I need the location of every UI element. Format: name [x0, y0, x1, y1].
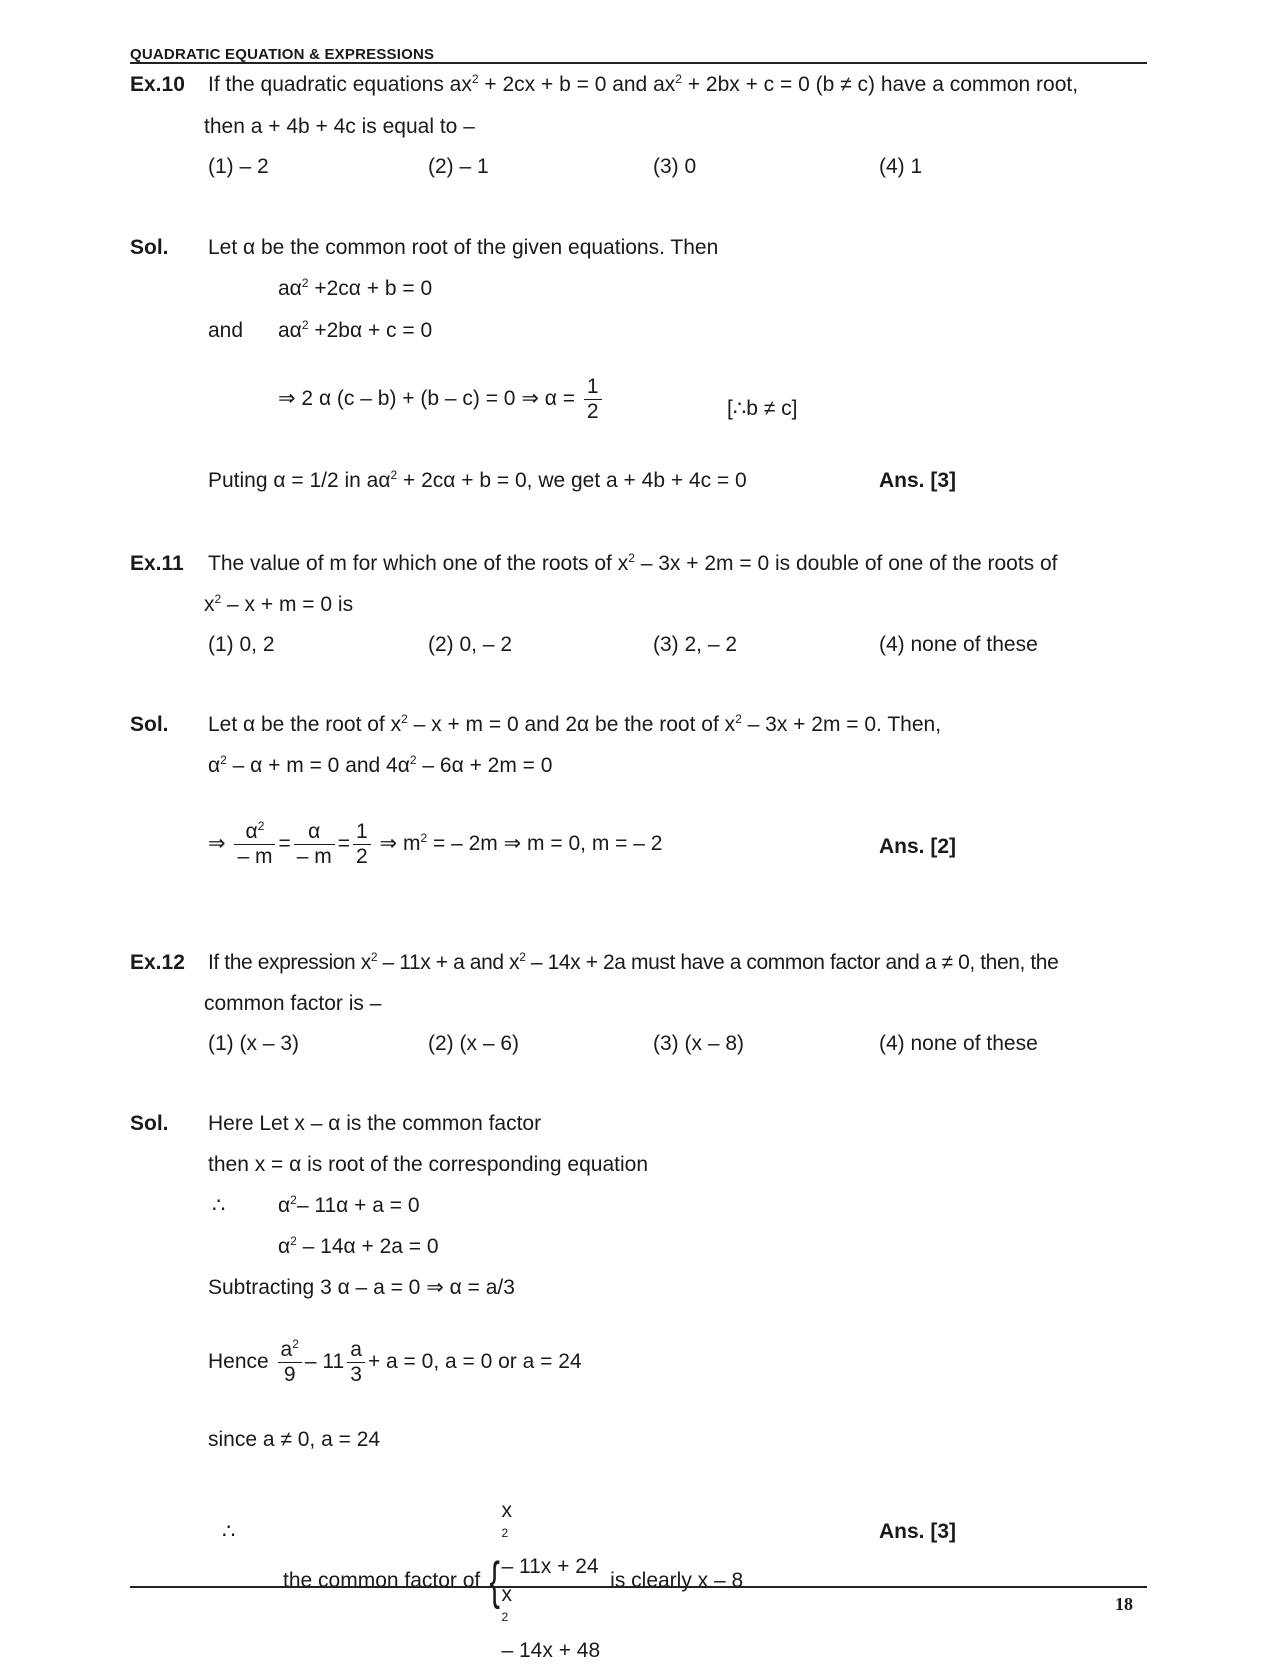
ex12-option-4: (4) none of these [879, 1032, 1038, 1055]
ex12-sol-hence: Hence $\frac{a^2}{9}$ – 11 $\frac{a}{3}$ + a = 0, a = 0 or a = 24 [208, 1337, 582, 1386]
ex10-sol-final: Puting α = 1/2 in $a\alpha^2 + 2c\alpha + b = 0$, we get a + 4b + 4c = 0 [208, 468, 747, 492]
ex10-sol-and: and [208, 319, 244, 342]
ex11-sol-line2: $\alpha^2 - \alpha + m = 0$ and $4\alpha^2 - 6\alpha + 2m = 0$ [208, 753, 553, 777]
ex11-option-2: (2) 0, – 2 [428, 633, 513, 656]
fraction-a-over-3: $\frac{a}{3}$ [347, 1338, 365, 1387]
ex12-sol-line2: then x = α is root of the corresponding equation [208, 1153, 649, 1176]
ex12-sol-subtracting: Subtracting 3 α – a = 0 ⇒ α = a/3 [208, 1276, 515, 1299]
ex10-question-line2: then a + 4b + 4c is equal to – [204, 115, 475, 138]
ex11-option-3: (3) 2, – 2 [653, 633, 738, 656]
ex12-label: Ex.12 [130, 951, 185, 974]
ex11-option-1: (1) 0, 2 [208, 633, 275, 656]
therefore-symbol: ∴ [212, 1194, 226, 1217]
page-number: 18 [1115, 1594, 1133, 1614]
ex11-question-line2: $x^2 - x + m = 0$ is [204, 592, 354, 616]
ex11-label: Ex.11 [130, 552, 184, 575]
ex10-label: Ex.10 [130, 73, 185, 96]
ex12-option-1: (1) (x – 3) [208, 1032, 300, 1055]
footer-rule [130, 1586, 1147, 1588]
ex11-sol-derivation: ⇒ $\frac{\alpha^2}{- m}$ = $\frac{\alpha}{- m}$ = $\frac{1}{2}$ ⇒ $m^2$ = – 2m ⇒ m = 0, m = – 2 [208, 819, 663, 868]
ex10-option-4: (4) 1 [879, 155, 923, 178]
ex10-question-line1: If the quadratic equations $ax^2 + 2cx + b = 0$ and $ax^2 + 2bx + c = 0$ (b ≠ c) have a common root, [208, 72, 1079, 96]
ex10-option-3: (3) 0 [653, 155, 697, 178]
ex10-sol-eq1: $a\alpha^2 +2c\alpha + b = 0$ [278, 276, 433, 300]
ex10-sol-label: Sol. [130, 236, 169, 259]
ex10-sol-line1: Let α be the common root of the given equations. Then [208, 236, 719, 259]
ex11-answer: Ans. [2] [879, 835, 957, 858]
left-brace: { [489, 1552, 501, 1610]
ex11-question-line1: The value of m for which one of the roots of $x^2 - 3x + 2m = 0$ is double of one of the roots of [208, 551, 1058, 575]
ex12-sol-since: since a ≠ 0, a = 24 [208, 1428, 381, 1451]
ex11-sol-label: Sol. [130, 713, 169, 736]
ex12-question-line1: If the expression $x^2 - 11x + a$ and $x^2 - 14x + 2a$ must have a common factor and a ≠ 0, then, the [208, 950, 1059, 974]
ex12-question-line2: common factor is – [204, 992, 382, 1015]
ex12-sol-conclusion: the common factor of { x $^2$ – 11x + 24 x $^2$ – 14x + 48 is clearly x – 8 [283, 1497, 743, 1665]
fraction-alpha-over-neg-m: $\frac{\alpha}{- m}$ [294, 820, 335, 869]
ex12-sol-eq2: $\alpha^2 - 14\alpha + 2a = 0$ [278, 1234, 439, 1258]
ex12-sol-eq1: $\alpha^2-$ 11α + a = 0 [278, 1193, 420, 1217]
ex12-sol-line1: Here Let x – α is the common factor [208, 1112, 542, 1135]
fraction-a-sq-over-9: $\frac{a^2}{9}$ [278, 1338, 302, 1387]
ex12-option-2: (2) (x – 6) [428, 1032, 520, 1055]
ex12-sol-label: Sol. [130, 1112, 169, 1135]
page-header: QUADRATIC EQUATION & EXPRESSIONS [130, 46, 435, 63]
therefore-symbol: ∴ [222, 1520, 236, 1543]
fraction-one-half: $\frac{1}{2}$ [584, 375, 602, 424]
ex10-sol-eq2: $a\alpha^2 +2b\alpha + c = 0$ [278, 318, 433, 342]
fraction-one-half: $\frac{1}{2}$ [353, 820, 371, 869]
ex10-answer: Ans. [3] [879, 469, 957, 492]
ex10-option-1: (1) – 2 [208, 155, 269, 178]
fraction-alpha-sq-over-neg-m: $\frac{\alpha^2}{- m}$ [234, 820, 275, 869]
ex12-option-3: (3) (x – 8) [653, 1032, 745, 1055]
ex11-option-4: (4) none of these [879, 633, 1038, 656]
header-rule [130, 62, 1147, 64]
ex10-sol-note: [∴b ≠ c] [727, 397, 798, 420]
ex11-sol-line1: Let α be the root of $x^2 - x + m = 0$ and 2α be the root of $x^2 - 3x + 2m = 0$. Then, [208, 712, 942, 736]
ex10-sol-derivation: ⇒ 2 α (c – b) + (b – c) = 0 ⇒ α = $\frac{1}{2}$ [278, 375, 605, 424]
brace-stack: x $^2$ – 11x + 24 x $^2$ – 14x + 48 [501, 1499, 601, 1662]
ex12-answer: Ans. [3] [879, 1520, 957, 1543]
ex10-option-2: (2) – 1 [428, 155, 489, 178]
